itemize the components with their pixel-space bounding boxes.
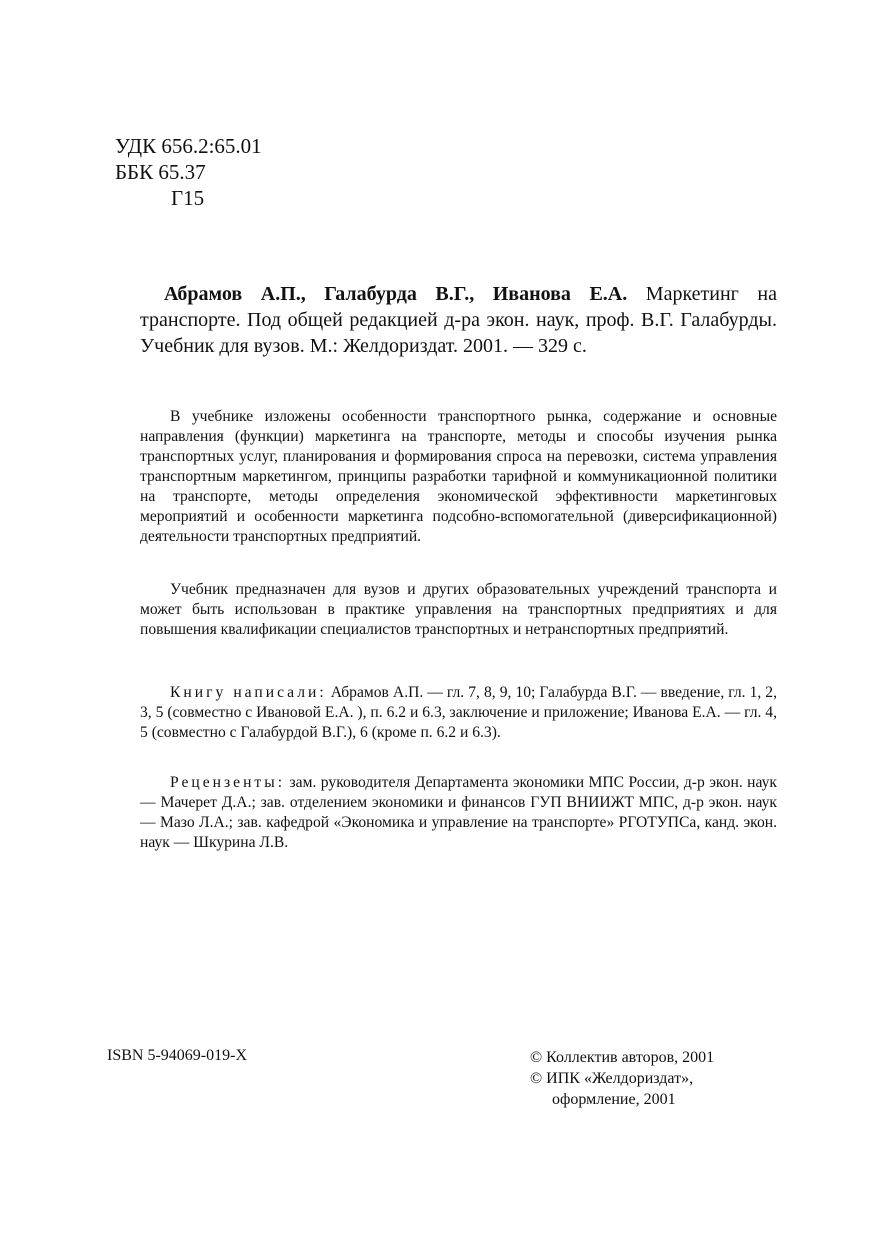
classification-block <box>115 133 262 211</box>
book-details: Маркетинг на транспорте. Под общей редакцией д-ра экон. наук, проф. В.Г. Галабурды. Учебник для вузов. М.: Желдориздат. 2001. — 329 с. <box>140 283 778 357</box>
reviewers-paragraph <box>140 773 777 853</box>
authorship-text: Абрамов А.П. — гл. 7, 8, 9, 10; Галабурда В.Г. — введение, гл. 1, 2, 3, 5 (совместно с Ивановой Е.А. ), п. 6.2 и 6.3, заключение и приложение; Иванова Е.А. — гл. 4, 5 (совместно с Галабурдой В.Г.), 6 (кроме п. 6.2 и 6.3). <box>140 684 778 741</box>
copyright-block <box>530 1047 714 1110</box>
reviewers-label: Рецензенты: <box>170 774 286 791</box>
author-mark: Г15 <box>171 186 205 210</box>
udk-code: УДК 656.2:65.01 <box>115 134 262 158</box>
reviewers-text: зам. руководителя Департамента экономики МПС России, д-р экон. наук — Мачерет Д.А.; зав. отделением экономики и финансов ГУП ВНИИЖТ МПС, д-р экон. наук — Мазо Л.А.; зав. кафедрой «Экономика и управление на транспорте» РГОТУПСа, канд. экон. наук — Шкурина Л.В. <box>140 774 778 851</box>
authorship-paragraph <box>140 683 777 743</box>
abstract-paragraph: В учебнике изложены особенности транспортного рынка, содержание и основные направления (функции) маркетинга на транспорте, методы и способы изучения рынка транспортных услуг, планирования и формирования спроса на перевозки, система управления транспортным маркетингом, принципы разработки тарифной и коммуникационной политики на транспорте, методы определения экономической эффективности маркетинговых мероприятий и особенности маркетинга подсобно-вспомогательной (диверсификационной) деятельности транспортных предприятий. <box>140 408 777 545</box>
authors: Абрамов А.П., Галабурда В.Г., Иванова Е.А. <box>164 283 628 305</box>
isbn: ISBN 5-94069-019-X <box>107 1047 247 1064</box>
copyright-publisher: © ИПК «Желдориздат», <box>530 1070 694 1087</box>
bbk-code: ББК 65.37 <box>115 160 206 184</box>
bibliographic-record <box>140 281 777 359</box>
copyright-authors: © Коллектив авторов, 2001 <box>530 1049 715 1066</box>
copyright-design: оформление, 2001 <box>552 1091 676 1108</box>
purpose-paragraph: Учебник предназначен для вузов и других образовательных учреждений транспорта и может быть использован в практике управления на транспортных предприятиях и для повышения квалификации специалистов транспортных и нетранспортных предприятий. <box>140 581 777 638</box>
authorship-label: Книгу написали: <box>170 684 327 701</box>
